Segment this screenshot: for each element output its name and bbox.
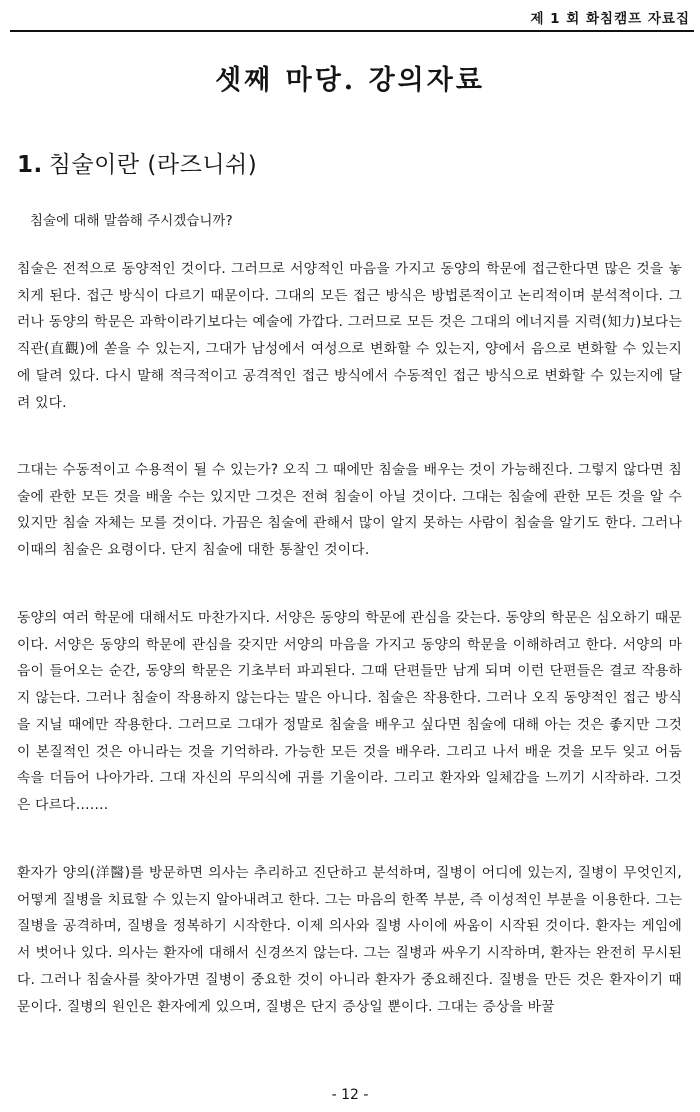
header-text: 제 1 회 화침캠프 자료집 bbox=[530, 11, 690, 27]
question-text: 침술에 대해 말씀해 주시겠습니까? bbox=[30, 213, 233, 229]
paragraph-1: 침술은 전적으로 동양적인 것이다. 그러므로 서양적인 마음을 가지고 동양의 학문에 접근한다면 많은 것을 놓치게 된다. 접근 방식이 다르기 때문이다. 그대의 모든 접근 방식은 방법론적이고 논리적이며 분석적이다. 그러나 동양의 학문은 과학이라기보다는 예술에 가깝다. 그러므로 모든 것은 그대의 에너지를 지력(知力)보다는 직관(直觀)에 쏟을 수 있는지, 그대가 남성에서 여성으로 변화할 수 있는지, 양에서 음으로 변화할 수 있는지에 달려 있다. 다시 말해 적극적이고 공격적인 접근 방식에서 수동적인 접근 방식으로 변화할 수 있는지에 달려 있다. bbox=[17, 261, 682, 411]
page-header bbox=[10, 0, 694, 32]
page-number: - 12 - bbox=[331, 1087, 369, 1103]
paragraph-4: 환자가 양의(洋醫)를 방문하면 의사는 추리하고 진단하고 분석하며, 질병이 어디에 있는지, 질병이 무엇인지, 어떻게 질병을 치료할 수 있는지 알아내려고 한다. 그는 마음의 한쪽 부분, 즉 이성적인 부분을 이용한다. 그는 질병을 공격하며, 질병을 정복하기 시작한다. 이제 의사와 질병 사이에 싸움이 시작된 것이다. 환자는 게임에서 벗어나 있다. 의사는 환자에 대해서 신경쓰지 않는다. 그는 질병과 싸우기 시작하며, 환자는 완전히 무시된다. 그러나 침술사를 찾아가면 질병이 중요한 것이 아니라 환자가 중요해진다. 질병을 만든 것은 환자이기 때문이다. 질병의 원인은 환자에게 있으며, 질병은 단지 증상일 뿐이다. 그대는 증상을 바꿀 bbox=[17, 865, 682, 1015]
section-heading bbox=[17, 146, 257, 179]
paragraph-2: 그대는 수동적이고 수용적이 될 수 있는가? 오직 그 때에만 침술을 배우는 것이 가능해진다. 그렇지 않다면 침술에 관한 모든 것을 배울 수는 있지만 그것은 전혀 침술이 아닐 것이다. 그대는 침술에 관한 모든 것을 알 수 있지만 침술 자체는 모를 것이다. 가끔은 침술에 관해서 많이 알지 못하는 사람이 침술을 알기도 한다. 그러나 이때의 침술은 요령이다. 단지 침술에 대한 통찰인 것이다. bbox=[17, 462, 682, 559]
section-title: 침술이란 (라즈니쉬) bbox=[48, 152, 258, 178]
page-title: 셋째 마당. 강의자료 bbox=[215, 65, 485, 96]
section-number: 1. bbox=[17, 152, 43, 178]
paragraph-3: 동양의 여러 학문에 대해서도 마찬가지다. 서양은 동양의 학문에 관심을 갖는다. 동양의 학문은 심오하기 때문이다. 서양은 동양의 학문에 관심을 갖지만 서양의 마음을 가지고 동양의 학문을 이해하려고 한다. 서양의 마음이 들어오는 순간, 동양의 학문은 기초부터 파괴된다. 그때 단편들만 남게 되며 이런 단편들은 결코 작용하지 않는다. 그러나 침술이 작용하지 않는다는 말은 아니다. 침술은 작용한다. 그러나 오직 동양적인 접근 방식을 지닐 때에만 작용한다. 그러므로 그대가 정말로 침술을 배우고 싶다면 침술에 대해 아는 것은 좋지만 그것이 본질적인 것은 아니라는 것을 기억하라. 가능한 모든 것을 배우라. 그리고 나서 배운 것을 모두 잊고 어둠 속을 더듬어 나아가라. 그대 자신의 무의식에 귀를 기울이라. 그리고 환자와 일체감을 느끼기 시작하라. 그것은 다르다……. bbox=[17, 610, 682, 813]
